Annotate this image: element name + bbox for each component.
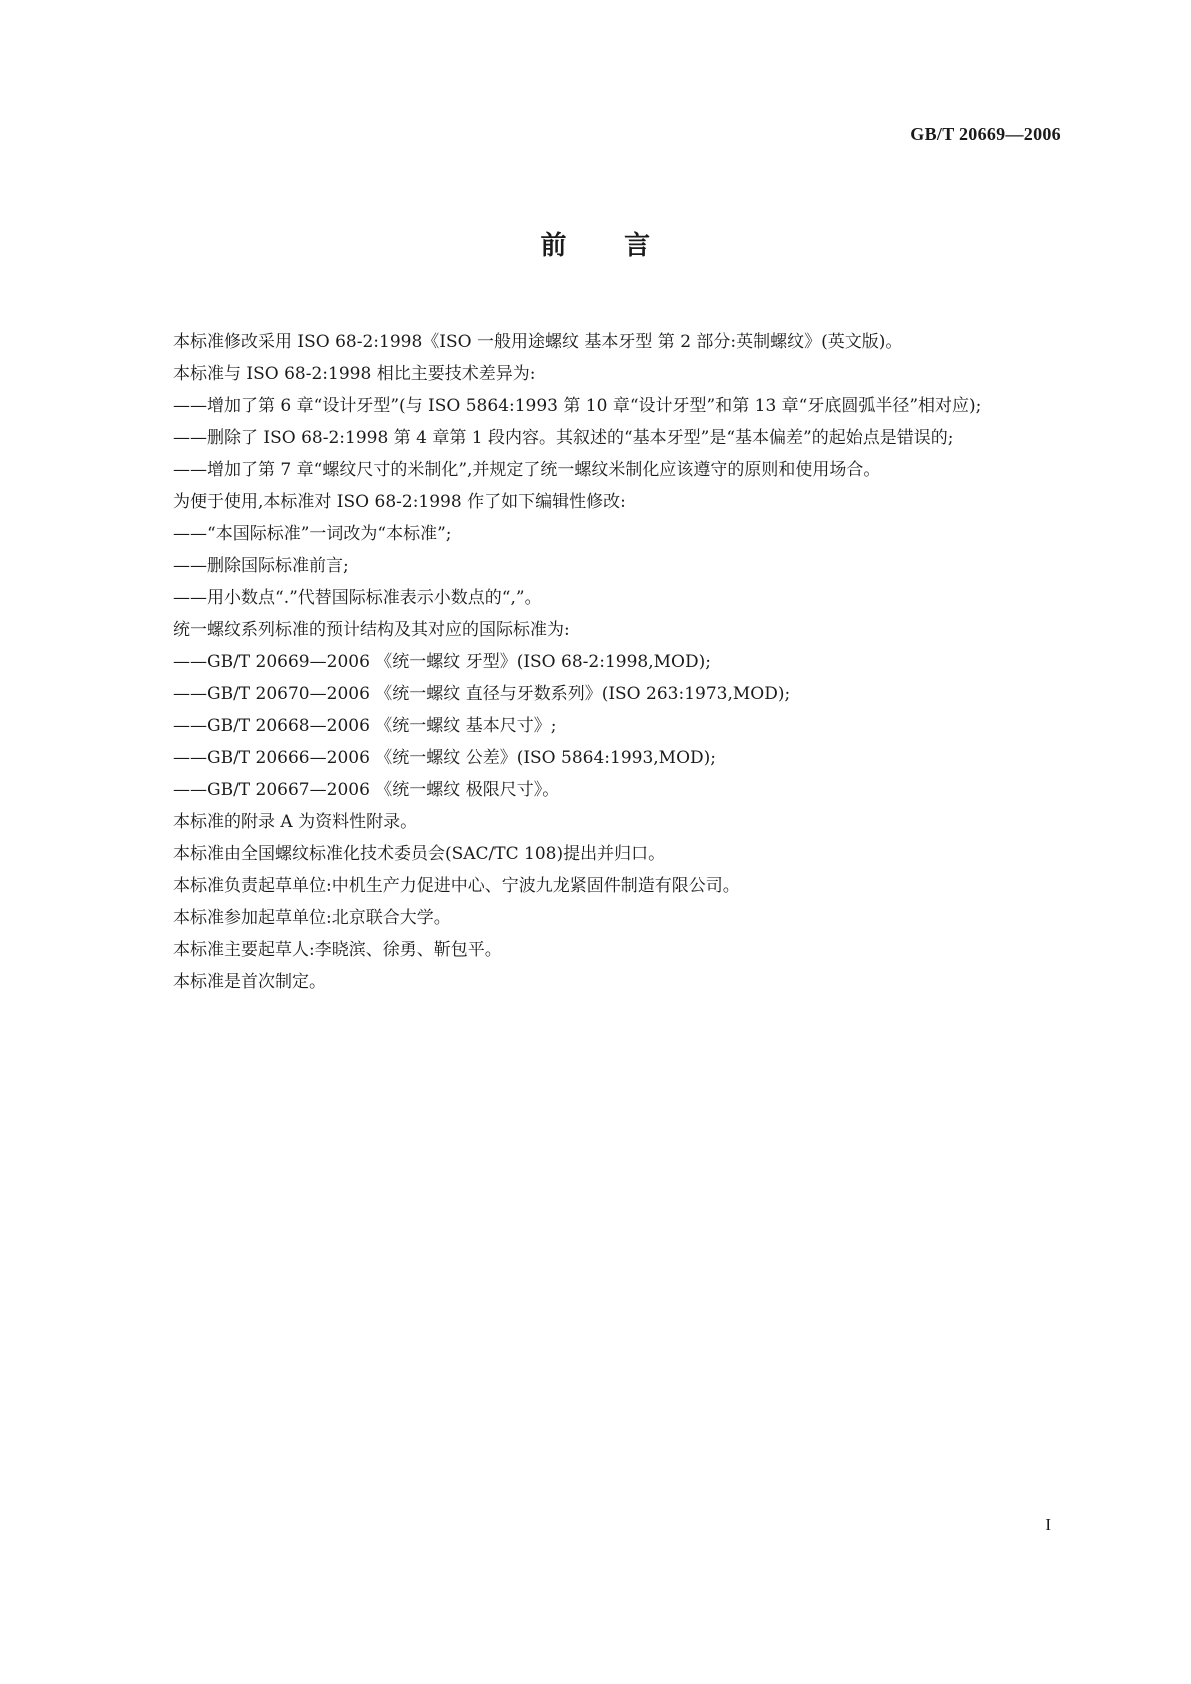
list-item-tech-diff: ——增加了第 6 章“设计牙型”(与 ISO 5864:1993 第 10 章“设计牙型”和第 13 章“牙底圆弧半径”相对应);: [173, 396, 982, 416]
page-number: I: [1045, 1515, 1051, 1534]
paragraph-main-drafters: 本标准主要起草人:李晓滨、徐勇、靳包平。: [173, 940, 502, 960]
list-item-editorial: ——删除国际标准前言;: [173, 556, 349, 576]
paragraph-series-intro: 统一螺纹系列标准的预计结构及其对应的国际标准为:: [173, 620, 570, 640]
paragraph-lead-drafters: 本标准负责起草单位:中机生产力促进中心、宁波九龙紧固件制造有限公司。: [173, 876, 740, 896]
list-item-series: ——GB/T 20666—2006 《统一螺纹 公差》(ISO 5864:1993,MOD);: [173, 748, 717, 768]
paragraph-first-edition: 本标准是首次制定。: [173, 972, 326, 992]
foreword-body: [173, 326, 1053, 998]
list-item-series: ——GB/T 20668—2006 《统一螺纹 基本尺寸》;: [173, 716, 557, 736]
list-item-series: ——GB/T 20670—2006 《统一螺纹 直径与牙数系列》(ISO 263:1973,MOD);: [173, 684, 791, 704]
paragraph-participating-drafters: 本标准参加起草单位:北京联合大学。: [173, 908, 451, 928]
list-item-editorial: ——“本国际标准”一词改为“本标准”;: [173, 524, 452, 544]
standard-code: GB/T 20669—2006: [910, 124, 1061, 144]
paragraph-editorial-intro: 为便于使用,本标准对 ISO 68-2:1998 作了如下编辑性修改:: [173, 492, 626, 512]
list-item-tech-diff: ——增加了第 7 章“螺纹尺寸的米制化”,并规定了统一螺纹米制化应该遵守的原则和使用场合。: [173, 460, 881, 480]
paragraph-proposer: 本标准由全国螺纹标准化技术委员会(SAC/TC 108)提出并归口。: [173, 844, 666, 864]
paragraph-appendix: 本标准的附录 A 为资料性附录。: [173, 812, 418, 832]
list-item-series: ——GB/T 20669—2006 《统一螺纹 牙型》(ISO 68-2:1998,MOD);: [173, 652, 711, 672]
list-item-editorial: ——用小数点“.”代替国际标准表示小数点的“,”。: [173, 588, 542, 608]
paragraph-tech-diff-intro: 本标准与 ISO 68-2:1998 相比主要技术差异为:: [173, 364, 536, 384]
list-item-series: ——GB/T 20667—2006 《统一螺纹 极限尺寸》。: [173, 780, 560, 800]
list-item-tech-diff: ——删除了 ISO 68-2:1998 第 4 章第 1 段内容。其叙述的“基本牙型”是“基本偏差”的起始点是错误的;: [173, 428, 954, 448]
paragraph-adoption: 本标准修改采用 ISO 68-2:1998《ISO 一般用途螺纹 基本牙型 第 2 部分:英制螺纹》(英文版)。: [173, 332, 903, 352]
page-title: 前 言: [540, 231, 651, 261]
